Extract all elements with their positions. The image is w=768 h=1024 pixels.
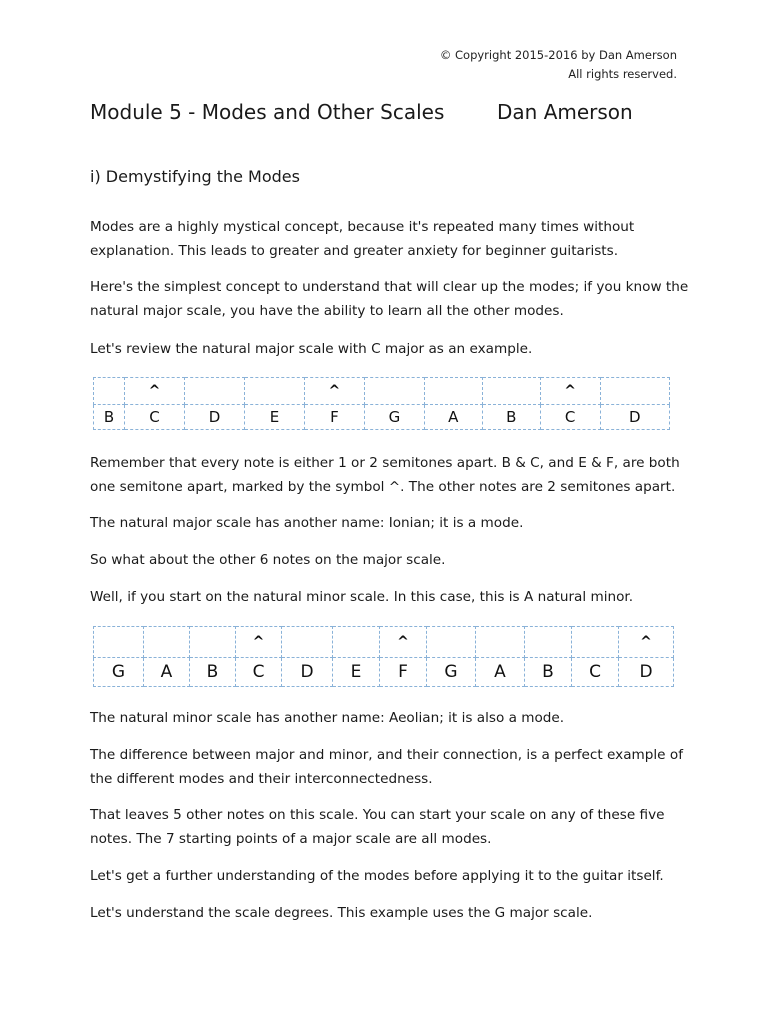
paragraph-further-understanding: Let's get a further understanding of the modes before applying it to the guitar itself.	[90, 868, 664, 884]
note-cell: G	[94, 658, 144, 687]
semitone-mark-cell: ^	[540, 378, 600, 405]
paragraph-starting-points: That leaves 5 other notes on this scale. You can start your scale on any of these five notes. The 7 starting points of a major scale are all modes.	[90, 807, 665, 847]
note-cell: E	[333, 658, 380, 687]
copyright-line: © Copyright 2015-2016 by Dan Amerson	[439, 48, 677, 62]
semitone-mark-cell: ^	[619, 627, 674, 658]
note-cell: D	[600, 405, 669, 430]
semitone-mark-cell	[244, 378, 304, 405]
copyright-notice	[440, 46, 677, 84]
note-cell: C	[540, 405, 600, 430]
paragraph-scale-degrees: Let's understand the scale degrees. This example uses the G major scale.	[90, 905, 593, 921]
note-cell: G	[364, 405, 424, 430]
note-cell: A	[144, 658, 190, 687]
note-cell: G	[427, 658, 476, 687]
semitone-mark-cell: ^	[236, 627, 282, 658]
paragraph-aeolian: The natural minor scale has another name: Aeolian; it is also a mode.	[90, 710, 565, 726]
a-minor-scale-table	[93, 626, 674, 687]
paragraph-other-notes: So what about the other 6 notes on the major scale.	[90, 552, 446, 568]
note-cell: C	[236, 658, 282, 687]
semitone-marks-row	[94, 378, 670, 405]
paragraph-simplest-concept: Here's the simplest concept to understand that will clear up the modes; if you know the natural major scale, you have the ability to learn all the other modes.	[90, 279, 689, 319]
paragraph-natural-minor: Well, if you start on the natural minor scale. In this case, this is A natural minor.	[90, 589, 634, 605]
scale-notes-row	[94, 658, 674, 687]
paragraph-ionian: The natural major scale has another name: Ionian; it is a mode.	[90, 515, 524, 531]
paragraph-modes-intro: Modes are a highly mystical concept, because it's repeated many times without explanation. This leads to greater and greater anxiety for beginner guitarists.	[90, 219, 635, 259]
semitone-mark-cell	[600, 378, 669, 405]
paragraph-major-minor-difference: The difference between major and minor, and their connection, is a perfect example of the different modes and their interconnectedness.	[90, 747, 683, 787]
semitone-mark-cell: ^	[125, 378, 185, 405]
paragraph-review-major: Let's review the natural major scale with C major as an example.	[90, 341, 533, 357]
semitone-mark-cell	[424, 378, 482, 405]
note-cell: A	[476, 658, 525, 687]
section-heading: i) Demystifying the Modes	[90, 167, 300, 186]
semitone-mark-cell	[190, 627, 236, 658]
semitone-mark-cell	[282, 627, 333, 658]
note-cell: B	[482, 405, 540, 430]
note-cell: B	[190, 658, 236, 687]
module-header	[90, 100, 650, 124]
note-cell: F	[380, 658, 427, 687]
semitone-marks-row	[94, 627, 674, 658]
note-cell: A	[424, 405, 482, 430]
semitone-mark-cell: ^	[304, 378, 364, 405]
note-cell: C	[125, 405, 185, 430]
note-cell: C	[572, 658, 619, 687]
note-cell: B	[94, 405, 125, 430]
note-cell: F	[304, 405, 364, 430]
semitone-mark-cell	[94, 378, 125, 405]
semitone-mark-cell	[333, 627, 380, 658]
note-cell: E	[244, 405, 304, 430]
semitone-mark-cell	[476, 627, 525, 658]
note-cell: D	[184, 405, 244, 430]
c-major-scale-table	[93, 377, 670, 430]
semitone-mark-cell	[364, 378, 424, 405]
note-cell: D	[619, 658, 674, 687]
note-cell: D	[282, 658, 333, 687]
scale-notes-row	[94, 405, 670, 430]
semitone-mark-cell	[482, 378, 540, 405]
paragraph-semitones: Remember that every note is either 1 or 2 semitones apart. B & C, and E & F, are both one semitone apart, marked by the symbol ^. The other notes are 2 semitones apart.	[90, 455, 680, 495]
semitone-mark-cell	[94, 627, 144, 658]
rights-reserved-line: All rights reserved.	[568, 67, 677, 81]
author-name: Dan Amerson	[497, 100, 633, 124]
semitone-mark-cell	[572, 627, 619, 658]
semitone-mark-cell	[184, 378, 244, 405]
semitone-mark-cell: ^	[380, 627, 427, 658]
semitone-mark-cell	[427, 627, 476, 658]
semitone-mark-cell	[144, 627, 190, 658]
module-title: Module 5 - Modes and Other Scales	[90, 100, 445, 124]
semitone-mark-cell	[525, 627, 572, 658]
note-cell: B	[525, 658, 572, 687]
